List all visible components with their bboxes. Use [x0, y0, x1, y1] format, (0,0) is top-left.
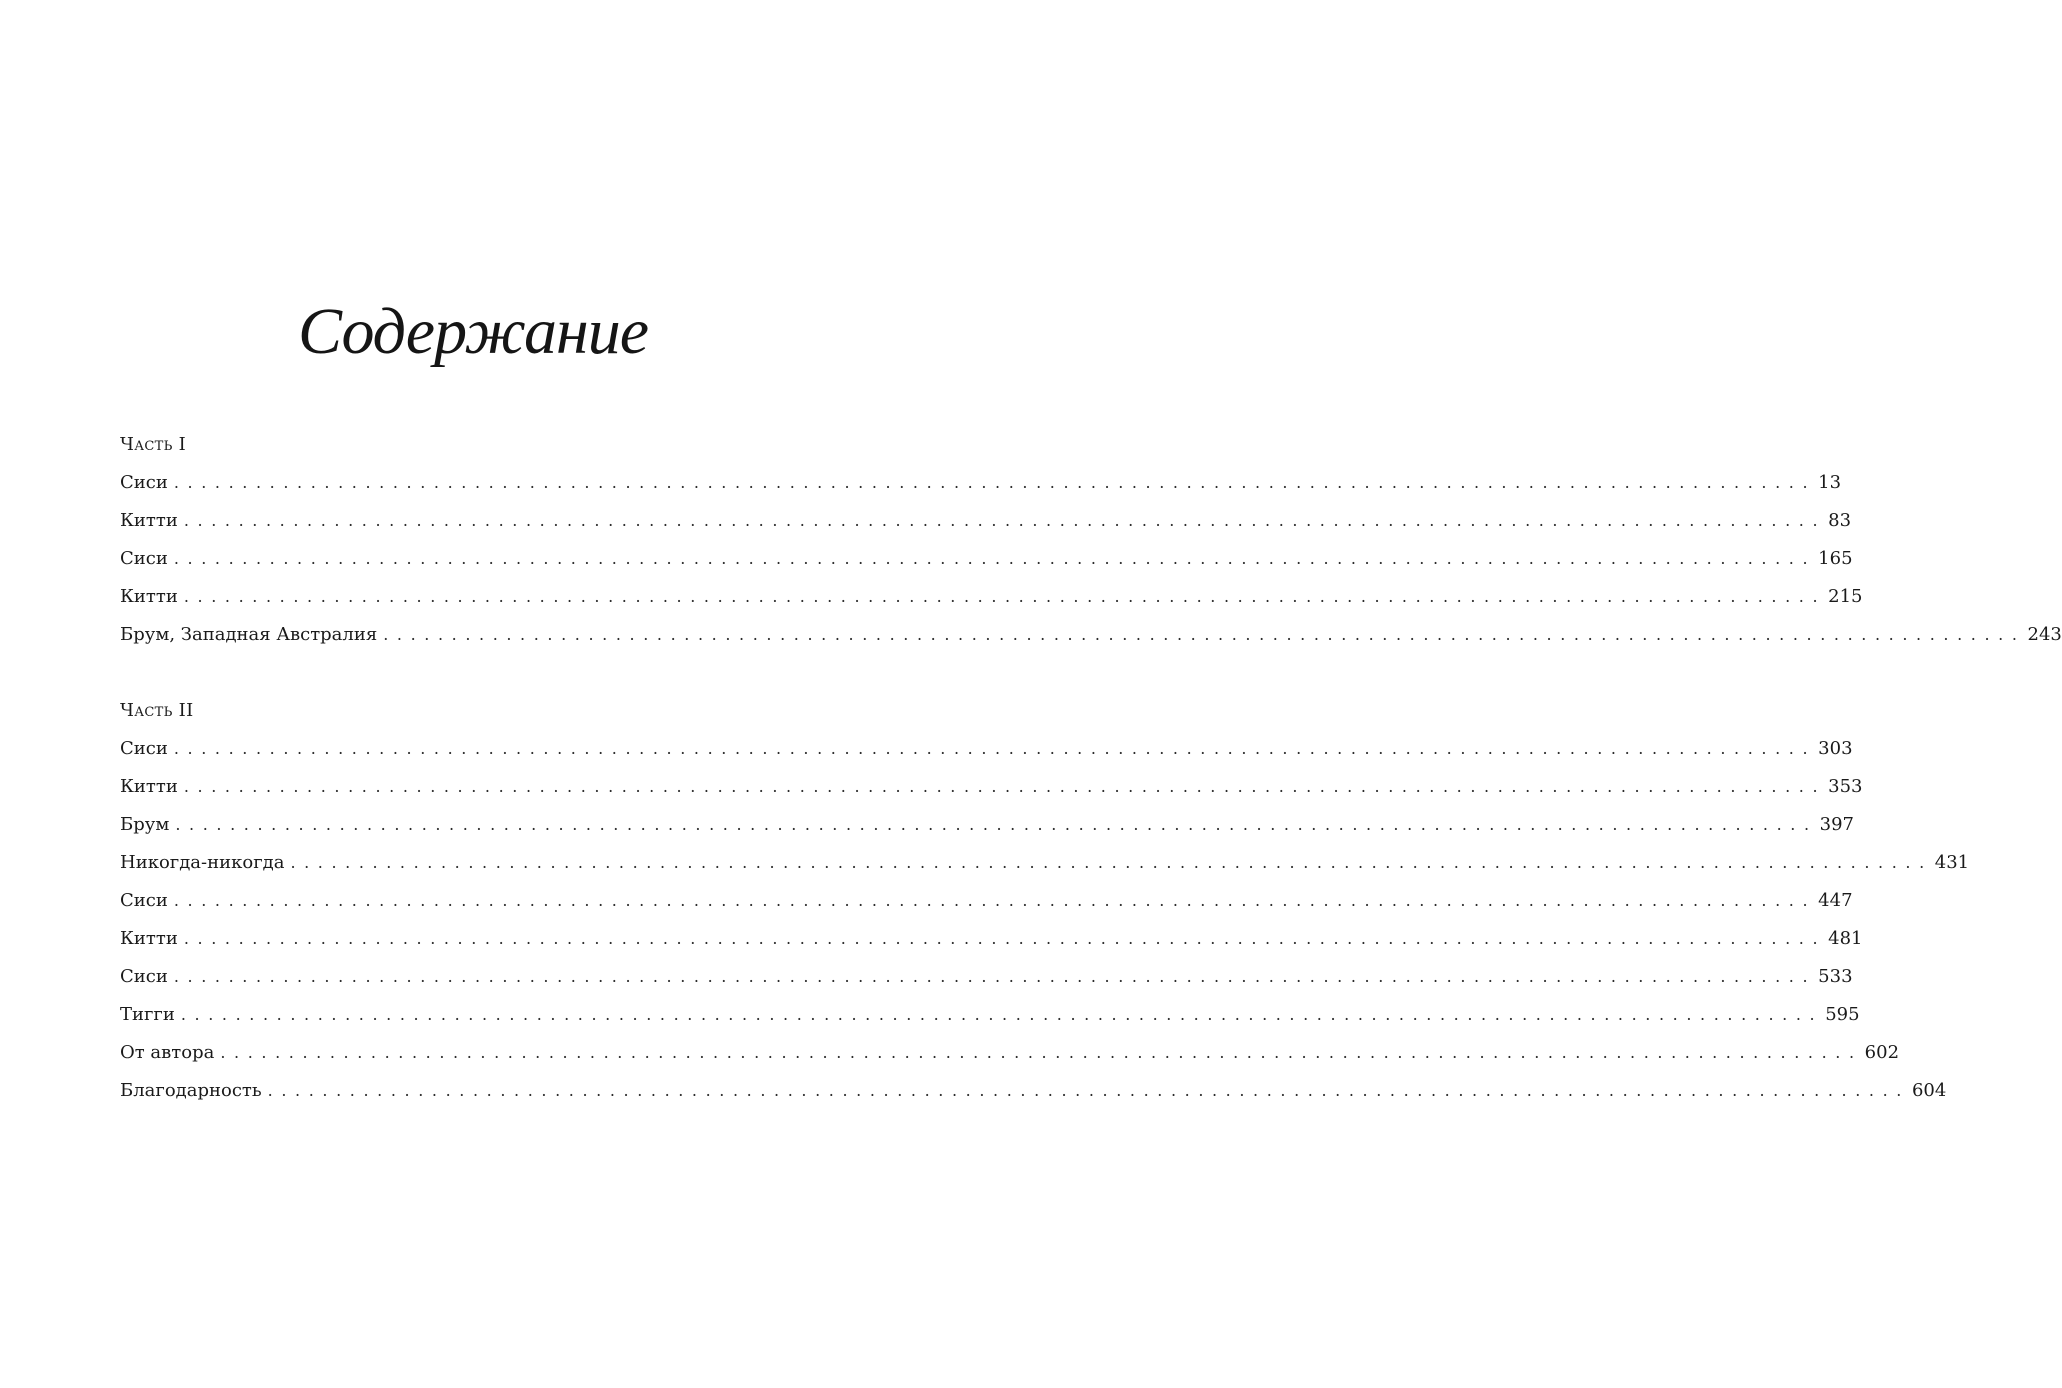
entry-title: Сиси	[120, 966, 168, 987]
page-number: 215	[1828, 586, 1863, 607]
dot-leader: ........................................................................................................................	[183, 587, 1827, 606]
toc-entry[interactable]	[120, 1034, 1900, 1072]
entry-title: Брум	[120, 814, 170, 835]
page-number: 165	[1818, 548, 1853, 569]
entry-title: Сиси	[120, 890, 168, 911]
entry-title: Брум, Западная Австралия	[120, 624, 378, 645]
entry-title: Китти	[120, 928, 178, 949]
dot-leader: ........................................................................................................................	[173, 967, 1817, 986]
page-number: 595	[1825, 1004, 1860, 1025]
page-number: 83	[1828, 510, 1852, 531]
part-heading: Часть I	[120, 434, 187, 455]
toc-entry[interactable]	[120, 958, 1853, 996]
dot-leader: ........................................................................................................................	[180, 1005, 1824, 1024]
entry-title: Сиси	[120, 472, 168, 493]
dot-leader: ........................................................................................................................	[220, 1043, 1863, 1062]
dot-leader: ........................................................................................................................	[175, 815, 1818, 834]
entry-title: Китти	[120, 776, 178, 797]
toc-entry[interactable]	[120, 996, 1860, 1034]
dot-leader: ........................................................................................................................	[267, 1081, 1910, 1100]
toc-entry[interactable]	[120, 730, 1853, 768]
entry-title: Сиси	[120, 738, 168, 759]
entry-title: От автора	[120, 1042, 215, 1063]
dot-leader: ........................................................................................................................	[173, 549, 1817, 568]
page-number: 602	[1864, 1042, 1900, 1063]
page-number: 303	[1818, 738, 1853, 759]
page-number: 397	[1819, 814, 1855, 835]
toc-entry[interactable]	[120, 502, 1852, 540]
toc-entry[interactable]	[120, 844, 1970, 882]
page-title: Содержание	[297, 295, 648, 368]
entry-title: Благодарность	[120, 1080, 262, 1101]
toc-entry[interactable]	[120, 806, 1855, 844]
toc-entry[interactable]	[120, 768, 1863, 806]
page-number: 533	[1818, 966, 1853, 987]
toc-entry[interactable]	[120, 464, 1842, 502]
page-number: 13	[1818, 472, 1842, 493]
page-number: 431	[1934, 852, 1970, 873]
toc-entry[interactable]	[120, 1072, 1947, 1110]
entry-title: Тигги	[120, 1004, 175, 1025]
table-of-contents	[120, 426, 2062, 1110]
dot-leader: ........................................................................................................................	[290, 853, 1933, 872]
dot-leader: ........................................................................................................................	[183, 511, 1827, 530]
dot-leader: ........................................................................................................................	[383, 625, 2026, 644]
dot-leader: ........................................................................................................................	[183, 777, 1827, 796]
dot-leader: ........................................................................................................................	[173, 891, 1817, 910]
dot-leader: ........................................................................................................................	[173, 473, 1817, 492]
page-number: 481	[1828, 928, 1863, 949]
page-number: 447	[1818, 890, 1853, 911]
dot-leader: ........................................................................................................................	[183, 929, 1827, 948]
entry-title: Китти	[120, 586, 178, 607]
entry-title: Сиси	[120, 548, 168, 569]
part-heading: Часть II	[120, 700, 194, 721]
page-number: 353	[1828, 776, 1863, 797]
entry-title: Китти	[120, 510, 178, 531]
toc-entry[interactable]	[120, 920, 1863, 958]
page-number: 604	[1911, 1080, 1947, 1101]
toc-entry[interactable]	[120, 616, 2062, 654]
toc-entry[interactable]	[120, 578, 1863, 616]
entry-title: Никогда-никогда	[120, 852, 285, 873]
toc-entry[interactable]	[120, 882, 1853, 920]
toc-entry[interactable]	[120, 540, 1853, 578]
dot-leader: ........................................................................................................................	[173, 739, 1817, 758]
page-number: 243	[2027, 624, 2062, 645]
